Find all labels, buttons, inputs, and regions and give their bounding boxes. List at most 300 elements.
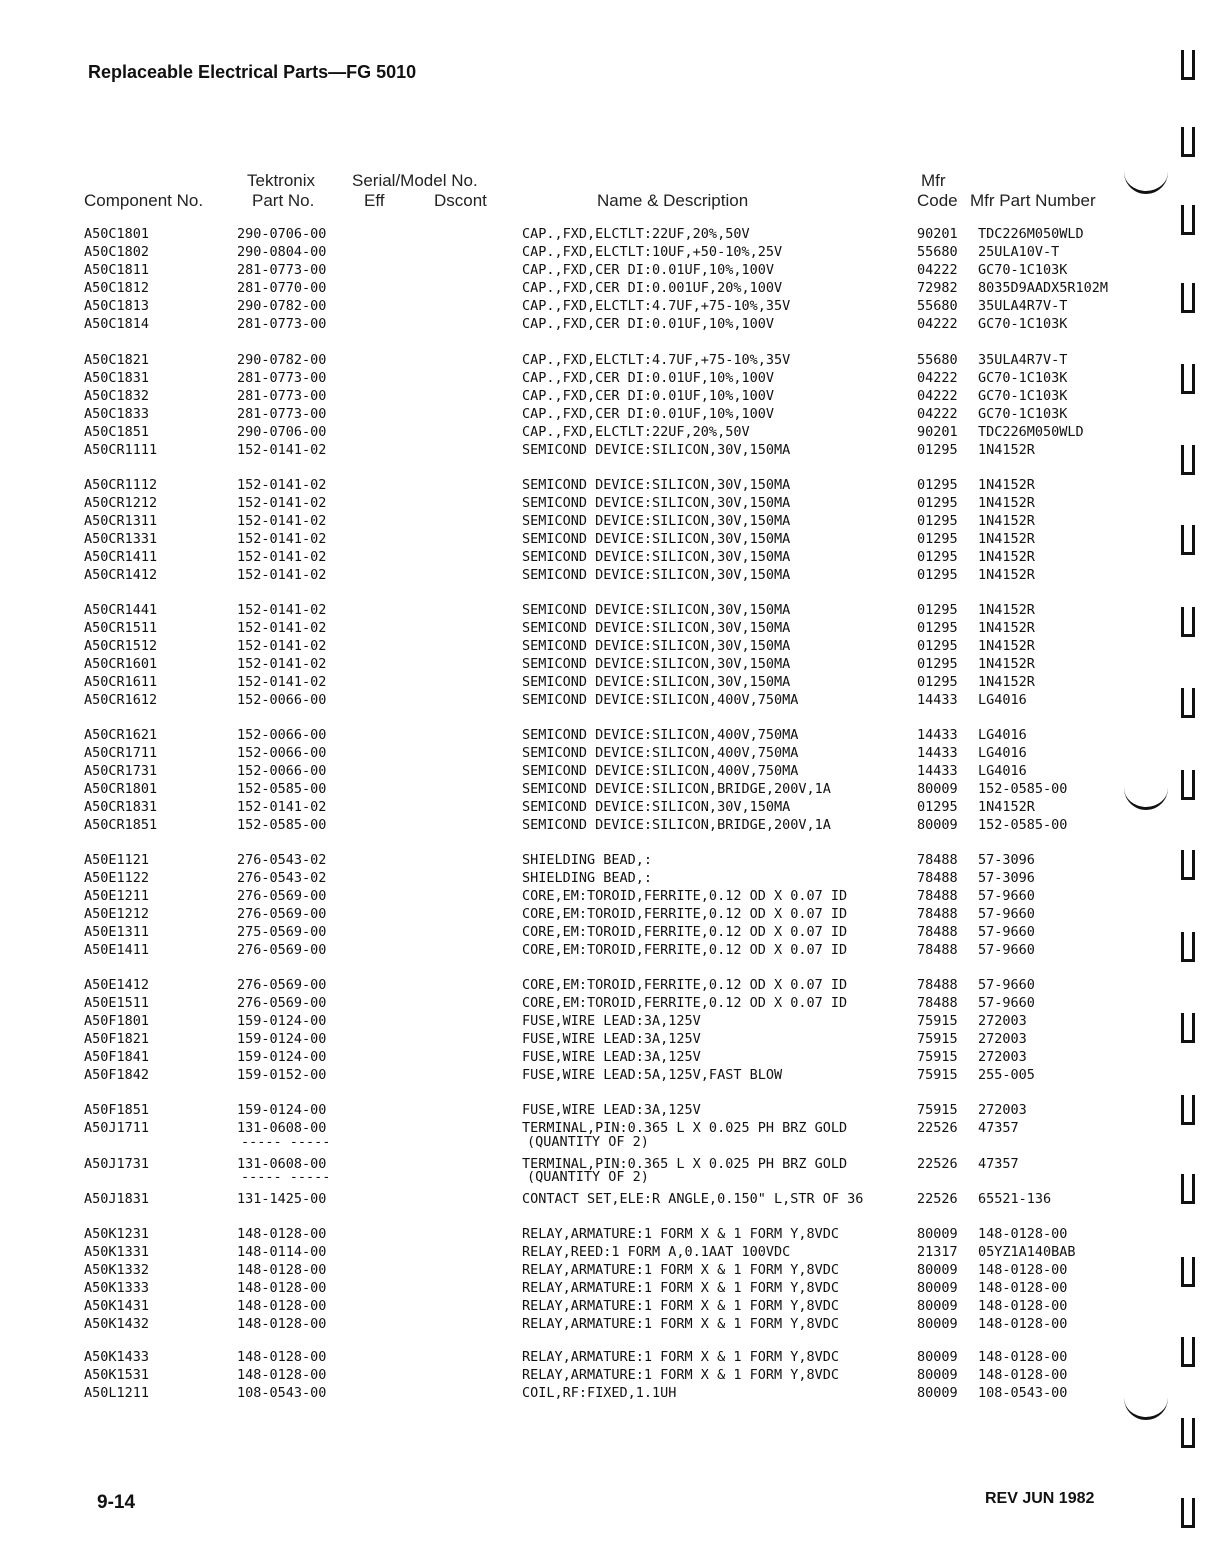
mfr-code: 01295 [917, 442, 958, 458]
mfr-code: 78488 [917, 942, 958, 958]
description: SEMICOND DEVICE:SILICON,30V,150MA [522, 549, 791, 565]
mfr-code: 78488 [917, 852, 958, 868]
mfr-code: 04222 [917, 388, 958, 404]
mfr-part-number: 57-9660 [978, 906, 1035, 922]
column-header-part-no: Part No. [252, 191, 315, 210]
part-no: 148-0128-00 [237, 1262, 327, 1278]
mfr-code: 78488 [917, 870, 958, 886]
description: SEMICOND DEVICE:SILICON,30V,150MA [522, 620, 791, 636]
page-title: Replaceable Electrical Parts—FG 5010 [88, 62, 417, 82]
part-no: 152-0585-00 [237, 817, 327, 833]
component-no: A50E1511 [84, 995, 150, 1011]
part-no: 152-0066-00 [237, 763, 327, 779]
continuation-quantity-j1711: (QUANTITY OF 2) [527, 1134, 649, 1150]
mfr-code: 14433 [917, 763, 958, 779]
component-no: A50F1821 [84, 1031, 150, 1047]
column-header-serial-model: Serial/Model No. [352, 171, 478, 190]
description: RELAY,ARMATURE:1 FORM X & 1 FORM Y,8VDC [522, 1262, 839, 1278]
description: CORE,EM:TOROID,FERRITE,0.12 OD X 0.07 ID [522, 888, 848, 904]
component-no: A50CR1612 [84, 692, 158, 708]
part-no: 148-0114-00 [237, 1244, 327, 1260]
description: SEMICOND DEVICE:SILICON,30V,150MA [522, 531, 791, 547]
mfr-code: 01295 [917, 549, 958, 565]
column-header-name-desc: Name & Description [597, 191, 749, 210]
mfr-part-number: 1N4152R [978, 513, 1035, 529]
part-no: 275-0569-00 [237, 924, 327, 940]
component-no: A50CR1511 [84, 620, 158, 636]
mfr-part-number: 25ULA10V-T [978, 244, 1060, 260]
mfr-part-number: 152-0585-00 [978, 781, 1068, 797]
table-row [0, 1030, 1213, 1048]
table-row [0, 548, 1213, 566]
mfr-part-number: 272003 [978, 1031, 1027, 1047]
component-no: A50F1841 [84, 1049, 150, 1065]
mfr-code: 78488 [917, 906, 958, 922]
part-no: 148-0128-00 [237, 1298, 327, 1314]
description: CAP.,FXD,ELCTLT:4.7UF,+75-10%,35V [522, 352, 791, 368]
component-no: A50CR1711 [84, 745, 158, 761]
mfr-part-number: 1N4152R [978, 549, 1035, 565]
mfr-part-number: 47357 [978, 1156, 1019, 1172]
part-no: 276-0543-02 [237, 852, 327, 868]
description: FUSE,WIRE LEAD:3A,125V [522, 1102, 701, 1118]
mfr-part-number: 108-0543-00 [978, 1385, 1068, 1401]
component-no: A50F1842 [84, 1067, 150, 1083]
component-no: A50K1432 [84, 1316, 150, 1332]
component-no: A50E1212 [84, 906, 150, 922]
component-no: A50E1411 [84, 942, 150, 958]
mfr-code: 01295 [917, 799, 958, 815]
component-no: A50CR1112 [84, 477, 158, 493]
table-row [0, 315, 1213, 333]
description: CAP.,FXD,ELCTLT:4.7UF,+75-10%,35V [522, 298, 791, 314]
component-no: A50K1231 [84, 1226, 150, 1242]
description: RELAY,ARMATURE:1 FORM X & 1 FORM Y,8VDC [522, 1349, 839, 1365]
description: CAP.,FXD,ELCTLT:22UF,20%,50V [522, 424, 750, 440]
part-no: 152-0141-02 [237, 620, 327, 636]
mfr-part-number: 148-0128-00 [978, 1367, 1068, 1383]
table-row [0, 279, 1213, 297]
mfr-code: 04222 [917, 406, 958, 422]
mfr-part-number: 148-0128-00 [978, 1298, 1068, 1314]
table-row [0, 1225, 1213, 1243]
component-no: A50C1831 [84, 370, 150, 386]
table-row [0, 405, 1213, 423]
mfr-code: 01295 [917, 656, 958, 672]
part-no: 152-0141-02 [237, 602, 327, 618]
component-no: A50C1813 [84, 298, 150, 314]
column-header-tektronix: Tektronix [247, 171, 316, 190]
table-row [0, 905, 1213, 923]
mfr-code: 04222 [917, 262, 958, 278]
mfr-code: 78488 [917, 924, 958, 940]
component-no: A50J1711 [84, 1120, 150, 1136]
description: FUSE,WIRE LEAD:3A,125V [522, 1013, 701, 1029]
table-row [0, 655, 1213, 673]
part-no: 276-0569-00 [237, 995, 327, 1011]
column-header-mfr: Mfr [921, 171, 946, 190]
table-row [0, 941, 1213, 959]
mfr-part-number: 35ULA4R7V-T [978, 298, 1068, 314]
mfr-code: 75915 [917, 1049, 958, 1065]
description: CAP.,FXD,CER DI:0.01UF,10%,100V [522, 370, 774, 386]
binder-tab [1181, 1337, 1195, 1367]
component-no: A50C1833 [84, 406, 150, 422]
part-no: 276-0569-00 [237, 888, 327, 904]
mfr-code: 80009 [917, 1349, 958, 1365]
table-row [0, 1261, 1213, 1279]
mfr-code: 01295 [917, 602, 958, 618]
component-no: A50CR1512 [84, 638, 158, 654]
table-row [0, 512, 1213, 530]
binder-tab [1181, 445, 1195, 475]
mfr-code: 90201 [917, 424, 958, 440]
mfr-code: 75915 [917, 1067, 958, 1083]
mfr-part-number: 1N4152R [978, 442, 1035, 458]
part-no: 290-0706-00 [237, 424, 327, 440]
table-row [0, 1190, 1213, 1208]
table-row [0, 494, 1213, 512]
table-row [0, 1012, 1213, 1030]
part-no: 281-0773-00 [237, 370, 327, 386]
table-row [0, 619, 1213, 637]
description: SEMICOND DEVICE:SILICON,400V,750MA [522, 692, 799, 708]
mfr-code: 80009 [917, 1262, 958, 1278]
mfr-code: 75915 [917, 1013, 958, 1029]
binder-tab [1181, 1257, 1195, 1287]
revision-date: REV JUN 1982 [985, 1490, 1095, 1507]
binder-tab [1181, 205, 1195, 235]
mfr-part-number: 57-9660 [978, 977, 1035, 993]
component-no: A50C1832 [84, 388, 150, 404]
part-no: 152-0141-02 [237, 549, 327, 565]
mfr-code: 80009 [917, 1316, 958, 1332]
component-no: A50C1814 [84, 316, 150, 332]
mfr-code: 14433 [917, 727, 958, 743]
component-no: A50E1121 [84, 852, 150, 868]
part-no: 152-0141-02 [237, 799, 327, 815]
binder-tab [1181, 688, 1195, 718]
component-no: A50K1332 [84, 1262, 150, 1278]
component-no: A50C1821 [84, 352, 150, 368]
part-no: 108-0543-00 [237, 1385, 327, 1401]
description: CORE,EM:TOROID,FERRITE,0.12 OD X 0.07 ID [522, 942, 848, 958]
component-no: A50C1801 [84, 226, 150, 242]
table-row [0, 1279, 1213, 1297]
description: RELAY,ARMATURE:1 FORM X & 1 FORM Y,8VDC [522, 1226, 839, 1242]
component-no: A50CR1621 [84, 727, 158, 743]
table-row [0, 1366, 1213, 1384]
mfr-part-number: 8035D9AADX5R102M [978, 280, 1109, 296]
part-no: 152-0066-00 [237, 745, 327, 761]
mfr-code: 01295 [917, 638, 958, 654]
mfr-part-number: LG4016 [978, 745, 1027, 761]
description: SEMICOND DEVICE:SILICON,30V,150MA [522, 799, 791, 815]
part-no: 152-0066-00 [237, 692, 327, 708]
mfr-part-number: 1N4152R [978, 674, 1035, 690]
mfr-code: 01295 [917, 567, 958, 583]
table-row [0, 637, 1213, 655]
binder-hole [1124, 172, 1168, 194]
description: SEMICOND DEVICE:SILICON,BRIDGE,200V,1A [522, 781, 831, 797]
mfr-code: 55680 [917, 298, 958, 314]
description: SHIELDING BEAD,: [522, 870, 653, 886]
part-no: 276-0569-00 [237, 942, 327, 958]
description: SEMICOND DEVICE:SILICON,400V,750MA [522, 763, 799, 779]
part-no: 159-0124-00 [237, 1031, 327, 1047]
mfr-part-number: 57-3096 [978, 852, 1035, 868]
description: CORE,EM:TOROID,FERRITE,0.12 OD X 0.07 ID [522, 977, 848, 993]
table-row [0, 243, 1213, 261]
binder-tab [1181, 1498, 1195, 1528]
table-row [0, 691, 1213, 709]
description: FUSE,WIRE LEAD:5A,125V,FAST BLOW [522, 1067, 783, 1083]
description: CAP.,FXD,CER DI:0.01UF,10%,100V [522, 406, 774, 422]
component-no: A50K1531 [84, 1367, 150, 1383]
part-no: 148-0128-00 [237, 1280, 327, 1296]
mfr-code: 78488 [917, 977, 958, 993]
page-number: 9-14 [97, 1492, 136, 1513]
binder-tab [1181, 607, 1195, 637]
part-no: 152-0141-02 [237, 531, 327, 547]
mfr-part-number: 1N4152R [978, 638, 1035, 654]
component-no: A50CR1731 [84, 763, 158, 779]
column-header-code: Code [917, 191, 958, 210]
table-row [0, 476, 1213, 494]
mfr-part-number: 1N4152R [978, 495, 1035, 511]
mfr-part-number: 57-3096 [978, 870, 1035, 886]
component-no: A50CR1111 [84, 442, 158, 458]
component-no: A50F1801 [84, 1013, 150, 1029]
component-no: A50C1851 [84, 424, 150, 440]
table-row [0, 1066, 1213, 1084]
mfr-part-number: 1N4152R [978, 620, 1035, 636]
description: RELAY,ARMATURE:1 FORM X & 1 FORM Y,8VDC [522, 1280, 839, 1296]
part-no: 290-0782-00 [237, 298, 327, 314]
component-no: A50F1851 [84, 1102, 150, 1118]
mfr-part-number: 148-0128-00 [978, 1262, 1068, 1278]
mfr-part-number: GC70-1C103K [978, 388, 1068, 404]
table-row [0, 816, 1213, 834]
part-no: 159-0124-00 [237, 1049, 327, 1065]
component-no: A50J1831 [84, 1191, 150, 1207]
mfr-part-number: 148-0128-00 [978, 1280, 1068, 1296]
table-row [0, 1101, 1213, 1119]
mfr-part-number: 148-0128-00 [978, 1226, 1068, 1242]
mfr-code: 80009 [917, 1298, 958, 1314]
mfr-code: 80009 [917, 781, 958, 797]
component-no: A50C1811 [84, 262, 150, 278]
binder-tab [1181, 283, 1195, 313]
description: SEMICOND DEVICE:SILICON,400V,750MA [522, 745, 799, 761]
mfr-code: 14433 [917, 745, 958, 761]
mfr-part-number: 148-0128-00 [978, 1349, 1068, 1365]
binder-tab [1181, 1013, 1195, 1043]
description: RELAY,ARMATURE:1 FORM X & 1 FORM Y,8VDC [522, 1298, 839, 1314]
mfr-code: 90201 [917, 226, 958, 242]
component-no: A50J1731 [84, 1156, 150, 1172]
mfr-part-number: 65521-136 [978, 1191, 1052, 1207]
mfr-code: 22526 [917, 1191, 958, 1207]
table-row [0, 261, 1213, 279]
mfr-part-number: GC70-1C103K [978, 406, 1068, 422]
column-header-mfr-part: Mfr Part Number [970, 191, 1096, 210]
mfr-code: 01295 [917, 513, 958, 529]
table-row [0, 1297, 1213, 1315]
part-no: 131-0608-00 [237, 1156, 327, 1172]
table-row [0, 744, 1213, 762]
continuation-dashes-j1731: ----- ----- [241, 1169, 331, 1185]
part-no: 152-0141-02 [237, 674, 327, 690]
table-row [0, 923, 1213, 941]
description: FUSE,WIRE LEAD:3A,125V [522, 1031, 701, 1047]
mfr-part-number: 35ULA4R7V-T [978, 352, 1068, 368]
mfr-code: 72982 [917, 280, 958, 296]
mfr-code: 22526 [917, 1120, 958, 1136]
mfr-part-number: 47357 [978, 1120, 1019, 1136]
binder-tab [1181, 1095, 1195, 1125]
table-row [0, 851, 1213, 869]
component-no: A50E1412 [84, 977, 150, 993]
mfr-code: 14433 [917, 692, 958, 708]
mfr-code: 21317 [917, 1244, 958, 1260]
part-no: 152-0066-00 [237, 727, 327, 743]
component-no: A50CR1412 [84, 567, 158, 583]
mfr-code: 01295 [917, 477, 958, 493]
mfr-part-number: 255-005 [978, 1067, 1035, 1083]
part-no: 131-1425-00 [237, 1191, 327, 1207]
description: CAP.,FXD,CER DI:0.001UF,20%,100V [522, 280, 783, 296]
part-no: 276-0543-02 [237, 870, 327, 886]
component-no: A50E1211 [84, 888, 150, 904]
description: SEMICOND DEVICE:SILICON,30V,150MA [522, 442, 791, 458]
part-no: 281-0773-00 [237, 388, 327, 404]
description: CORE,EM:TOROID,FERRITE,0.12 OD X 0.07 ID [522, 906, 848, 922]
table-row [0, 530, 1213, 548]
mfr-code: 78488 [917, 995, 958, 1011]
mfr-part-number: 1N4152R [978, 799, 1035, 815]
component-no: A50K1433 [84, 1349, 150, 1365]
mfr-part-number: 57-9660 [978, 942, 1035, 958]
mfr-part-number: LG4016 [978, 727, 1027, 743]
binder-tab [1181, 1174, 1195, 1204]
table-row [0, 1384, 1213, 1402]
part-no: 148-0128-00 [237, 1316, 327, 1332]
part-no: 159-0152-00 [237, 1067, 327, 1083]
table-row [0, 423, 1213, 441]
description: SHIELDING BEAD,: [522, 852, 653, 868]
mfr-code: 01295 [917, 495, 958, 511]
description: CAP.,FXD,CER DI:0.01UF,10%,100V [522, 388, 774, 404]
table-row [0, 1315, 1213, 1333]
table-row [0, 798, 1213, 816]
mfr-part-number: GC70-1C103K [978, 370, 1068, 386]
table-row [0, 976, 1213, 994]
mfr-code: 80009 [917, 1226, 958, 1242]
binder-tab [1181, 525, 1195, 555]
continuation-quantity-j1731: (QUANTITY OF 2) [527, 1169, 649, 1185]
binder-tab [1181, 127, 1195, 157]
mfr-code: 75915 [917, 1102, 958, 1118]
mfr-part-number: 05YZ1A140BAB [978, 1244, 1076, 1260]
mfr-code: 78488 [917, 888, 958, 904]
description: COIL,RF:FIXED,1.1UH [522, 1385, 677, 1401]
component-no: A50C1802 [84, 244, 150, 260]
description: TERMINAL,PIN:0.365 L X 0.025 PH BRZ GOLD [522, 1156, 848, 1172]
description: CAP.,FXD,CER DI:0.01UF,10%,100V [522, 316, 774, 332]
mfr-part-number: 272003 [978, 1013, 1027, 1029]
part-no: 159-0124-00 [237, 1102, 327, 1118]
mfr-part-number: 272003 [978, 1102, 1027, 1118]
mfr-code: 22526 [917, 1156, 958, 1172]
component-no: A50K1333 [84, 1280, 150, 1296]
table-row [0, 726, 1213, 744]
mfr-code: 75915 [917, 1031, 958, 1047]
mfr-part-number: TDC226M050WLD [978, 226, 1084, 242]
mfr-part-number: 57-9660 [978, 995, 1035, 1011]
mfr-part-number: 1N4152R [978, 602, 1035, 618]
mfr-part-number: GC70-1C103K [978, 262, 1068, 278]
table-row [0, 566, 1213, 584]
part-no: 131-0608-00 [237, 1120, 327, 1136]
table-row [0, 673, 1213, 691]
binder-tab [1181, 50, 1195, 80]
binder-tab [1181, 1418, 1195, 1448]
part-no: 290-0804-00 [237, 244, 327, 260]
table-row [0, 351, 1213, 369]
description: CAP.,FXD,CER DI:0.01UF,10%,100V [522, 262, 774, 278]
description: FUSE,WIRE LEAD:3A,125V [522, 1049, 701, 1065]
description: SEMICOND DEVICE:SILICON,30V,150MA [522, 638, 791, 654]
mfr-part-number: TDC226M050WLD [978, 424, 1084, 440]
component-no: A50CR1411 [84, 549, 158, 565]
component-no: A50K1331 [84, 1244, 150, 1260]
component-no: A50L1211 [84, 1385, 150, 1401]
table-row [0, 994, 1213, 1012]
mfr-code: 55680 [917, 352, 958, 368]
component-no: A50CR1212 [84, 495, 158, 511]
mfr-code: 01295 [917, 674, 958, 690]
table-row [0, 762, 1213, 780]
table-row [0, 1348, 1213, 1366]
part-no: 152-0141-02 [237, 638, 327, 654]
column-header-component: Component No. [84, 191, 204, 210]
table-row [0, 869, 1213, 887]
description: RELAY,ARMATURE:1 FORM X & 1 FORM Y,8VDC [522, 1367, 839, 1383]
description: CORE,EM:TOROID,FERRITE,0.12 OD X 0.07 ID [522, 995, 848, 1011]
mfr-code: 01295 [917, 531, 958, 547]
description: SEMICOND DEVICE:SILICON,30V,150MA [522, 674, 791, 690]
component-no: A50C1812 [84, 280, 150, 296]
mfr-code: 04222 [917, 370, 958, 386]
description: CAP.,FXD,ELCTLT:22UF,20%,50V [522, 226, 750, 242]
component-no: A50E1311 [84, 924, 150, 940]
description: CAP.,FXD,ELCTLT:10UF,+50-10%,25V [522, 244, 783, 260]
description: CORE,EM:TOROID,FERRITE,0.12 OD X 0.07 ID [522, 924, 848, 940]
table-row [0, 297, 1213, 315]
component-no: A50CR1601 [84, 656, 158, 672]
description: RELAY,ARMATURE:1 FORM X & 1 FORM Y,8VDC [522, 1316, 839, 1332]
table-row [0, 387, 1213, 405]
mfr-code: 80009 [917, 817, 958, 833]
description: SEMICOND DEVICE:SILICON,30V,150MA [522, 567, 791, 583]
component-no: A50K1431 [84, 1298, 150, 1314]
column-header-eff: Eff [364, 191, 385, 210]
mfr-code: 80009 [917, 1280, 958, 1296]
description: TERMINAL,PIN:0.365 L X 0.025 PH BRZ GOLD [522, 1120, 848, 1136]
component-no: A50CR1331 [84, 531, 158, 547]
part-no: 281-0773-00 [237, 316, 327, 332]
